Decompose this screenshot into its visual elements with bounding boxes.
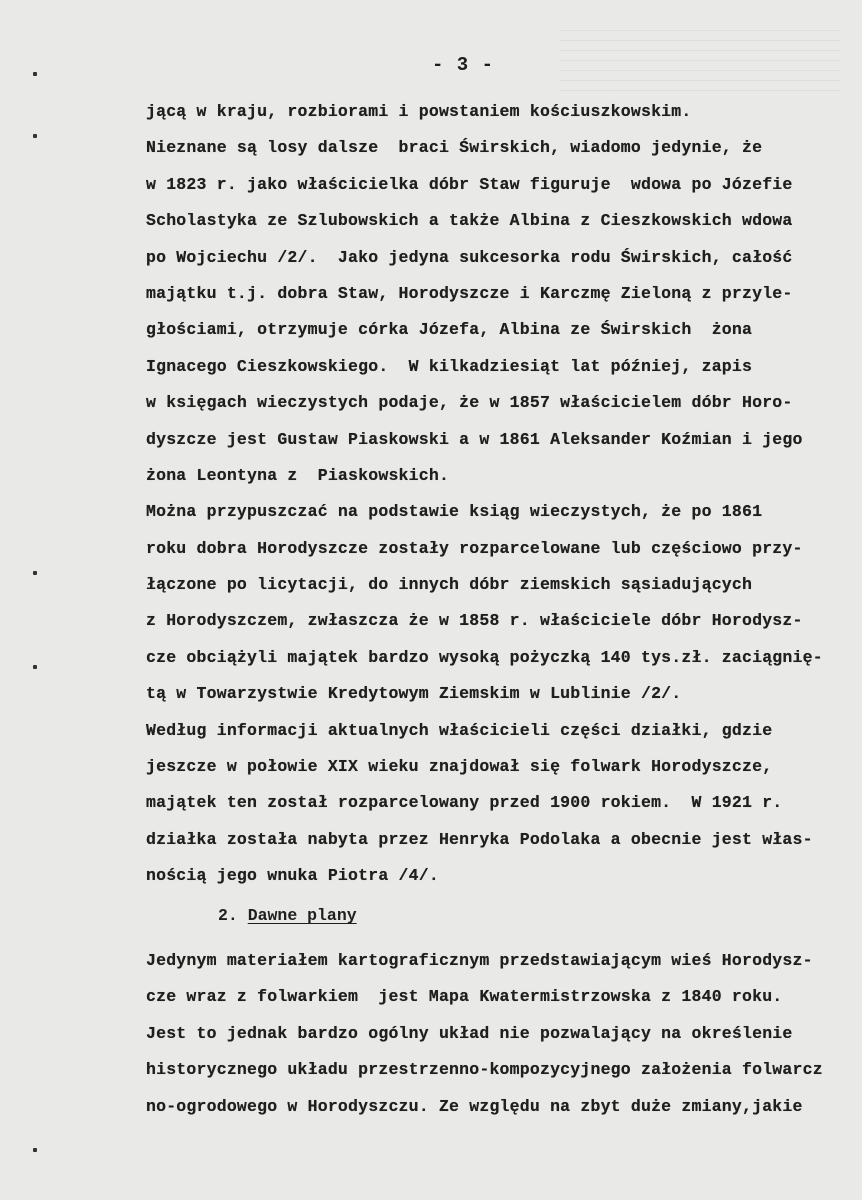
text-line: Można przypuszczać na podstawie ksiąg wieczystych, że po 1861 (146, 502, 763, 522)
margin-mark (33, 72, 37, 76)
margin-mark (33, 134, 37, 138)
bleed-through-text (560, 30, 840, 100)
text-line: dyszcze jest Gustaw Piaskowski a w 1861 Aleksander Koźmian i jego (146, 429, 803, 449)
text-line: nością jego wnuka Piotra /4/. (146, 866, 439, 886)
text-line: no-ogrodowego w Horodyszczu. Ze względu na zbyt duże zmiany,jakie (146, 1096, 803, 1116)
section-number: 2. (218, 906, 238, 925)
text-line: jeszcze w połowie XIX wieku znajdował się folwark Horodyszcze, (146, 757, 773, 777)
text-line: Nieznane są losy dalsze braci Świrskich, wiadomo jedynie, że (146, 138, 763, 158)
text-line: w 1823 r. jako właścicielka dóbr Staw figuruje wdowa po Józefie (146, 174, 793, 194)
margin-mark (33, 571, 37, 575)
text-line: roku dobra Horodyszcze zostały rozparcelowane lub częściowo przy- (146, 538, 803, 558)
text-line: Jedynym materiałem kartograficznym przedstawiającym wieś Horodysz- (146, 951, 813, 970)
text-line: z Horodyszczem, zwłaszcza że w 1858 r. właściciele dóbr Horodysz- (146, 611, 803, 631)
text-line: historycznego układu przestrzenno-kompozycyjnego założenia folwarcz (146, 1060, 823, 1080)
text-line: tą w Towarzystwie Kredytowym Ziemskim w Lublinie /2/. (146, 684, 682, 704)
text-line: majątku t.j. dobra Staw, Horodyszcze i Karczmę Zieloną z przyle- (146, 283, 793, 303)
body-text (146, 94, 846, 895)
text-line: Według informacji aktualnych właścicieli części działki, gdzie (146, 720, 773, 740)
text-line: w księgach wieczystych podaje, że w 1857 właścicielem dóbr Horo- (146, 393, 793, 413)
margin-mark (33, 665, 37, 669)
text-line: łączone po licytacji, do innych dóbr ziemskich sąsiadujących (146, 575, 753, 595)
page-number: - 3 - (432, 54, 495, 76)
text-line: jącą w kraju, rozbiorami i powstaniem kościuszkowskim. (146, 102, 692, 121)
section-heading (218, 898, 357, 934)
text-line: po Wojciechu /2/. Jako jedyna sukcesorka rodu Świrskich, całość (146, 247, 793, 267)
text-line: Jest to jednak bardzo ogólny układ nie pozwalający na określenie (146, 1023, 793, 1043)
text-line: cze obciążyli majątek bardzo wysoką pożyczką 140 tys.zł. zaciągnię- (146, 647, 823, 667)
text-line: Scholastyka ze Szlubowskich a także Albina z Cieszkowskich wdowa (146, 211, 793, 231)
body-text-section-2 (146, 943, 851, 1125)
text-line: głościami, otrzymuje córka Józefa, Albina ze Świrskich żona (146, 320, 753, 340)
margin-mark (33, 1148, 37, 1152)
text-line: działka została nabyta przez Henryka Podolaka a obecnie jest włas- (146, 829, 813, 849)
text-line: żona Leontyna z Piaskowskich. (146, 465, 450, 485)
text-line: Ignacego Cieszkowskiego. W kilkadziesiąt lat później, zapis (146, 356, 753, 376)
text-line: cze wraz z folwarkiem jest Mapa Kwatermistrzowska z 1840 roku. (146, 987, 783, 1007)
section-title: Dawne plany (247, 906, 357, 925)
text-line: majątek ten został rozparcelowany przed 1900 rokiem. W 1921 r. (146, 793, 783, 813)
